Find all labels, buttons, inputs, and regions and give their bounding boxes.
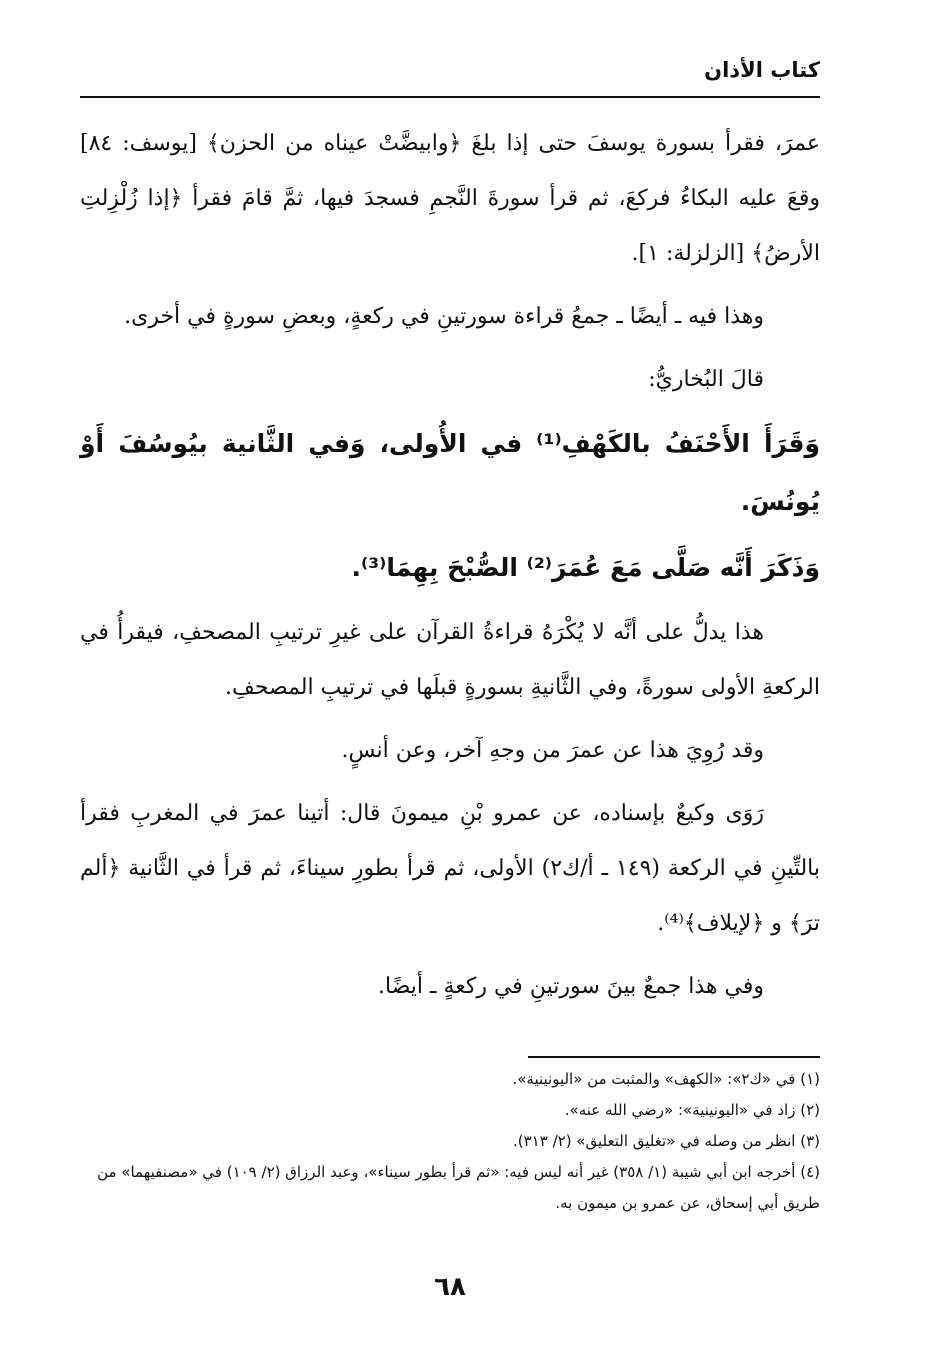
footnote: (٣) انظر من وصله في «تغليق التعليق» (٢/ ٣١٣). [513, 1132, 820, 1150]
paragraph: رَوَى وكيعٌ بإسناده، عن عمرو بْنِ ميمونَ قال: أتينا عمرَ في المغربِ فقرأ بالتِّينِ في الركعة (١٤٩ ـ أ/ك٢) الأولى، ثم قرأ بطورِ سيناءَ، ثم قرأ في الثَّانية ﴿ألم ترَ﴾ و ﴿لإيلاف﴾⁽⁴⁾. [80, 801, 821, 936]
bukhari-intro: قالَ البُخاريُّ: [648, 367, 764, 392]
running-header [80, 50, 820, 98]
book-page [80, 0, 820, 1370]
paragraph: وفي هذا جمعٌ بينَ سورتينِ في ركعةٍ ـ أيضًا. [378, 974, 764, 999]
paragraph: وقد رُوِيَ هذا عن عمرَ من وجهِ آخر، وعن أنسٍ. [341, 738, 764, 763]
footnote: (٤) أخرجه ابن أبي شيبة (١/ ٣٥٨) غير أنه ليس فيه: «ثم قرأ بطور سيناء»، وعبد الرزاق (٢/ ١٠٩) في «مصنفيهما» من طريق أبي إسحاق، عن عمرو بن ميمون به. [97, 1163, 820, 1212]
quote-line: وَذَكَرَ أَنَّه صَلَّى مَعَ عُمَرَ⁽²⁾ الصُّبْحَ بِهِمَا⁽³⁾. [351, 553, 820, 582]
main-text [80, 116, 820, 1022]
chapter-title: كتاب الأذان [704, 58, 820, 82]
quote-line: وَقَرَأَ الأَحْنَفُ بالكَهْفِ⁽¹⁾ في الأُولى، وَفي الثَّانية بيُوسُفَ أَوْ يُونُسَ. [80, 429, 820, 516]
footnote-divider [528, 1056, 820, 1058]
paragraph: عمرَ، فقرأ بسورة يوسفَ حتى إذا بلغَ ﴿وابيضَّتْ عيناه من الحزن﴾ [يوسف: ٨٤] وقعَ عليه البكاءُ فركعَ، ثم قرأ سورةَ النَّجمِ فسجدَ فيها، ثمَّ قامَ فقرأ ﴿إذا زُلْزِلتِ الأرضُ﴾ [الزلزلة: ١]. [80, 131, 820, 266]
footnote: (١) في «ك٢»: «الكهف» والمثبت من «اليونينية». [512, 1070, 820, 1088]
footnotes [80, 1064, 820, 1219]
footnote: (٢) زاد في «اليونينية»: «رضي الله عنه». [564, 1101, 820, 1119]
paragraph: وهذا فيه ـ أيضًا ـ جمعُ قراءة سورتينِ في ركعةٍ، وبعضِ سورةٍ في أخرى. [124, 304, 764, 329]
paragraph: هذا يدلُّ على أنَّه لا يُكْرَهُ قراءةُ القرآن على غيرِ ترتيبِ المصحفِ، فيقرأُ في الركعةِ الأولى سورةً، وفي الثَّانيةِ بسورةٍ قبلَها في ترتيبِ المصحفِ. [80, 620, 820, 700]
page-number: ٦٨ [434, 1272, 466, 1302]
